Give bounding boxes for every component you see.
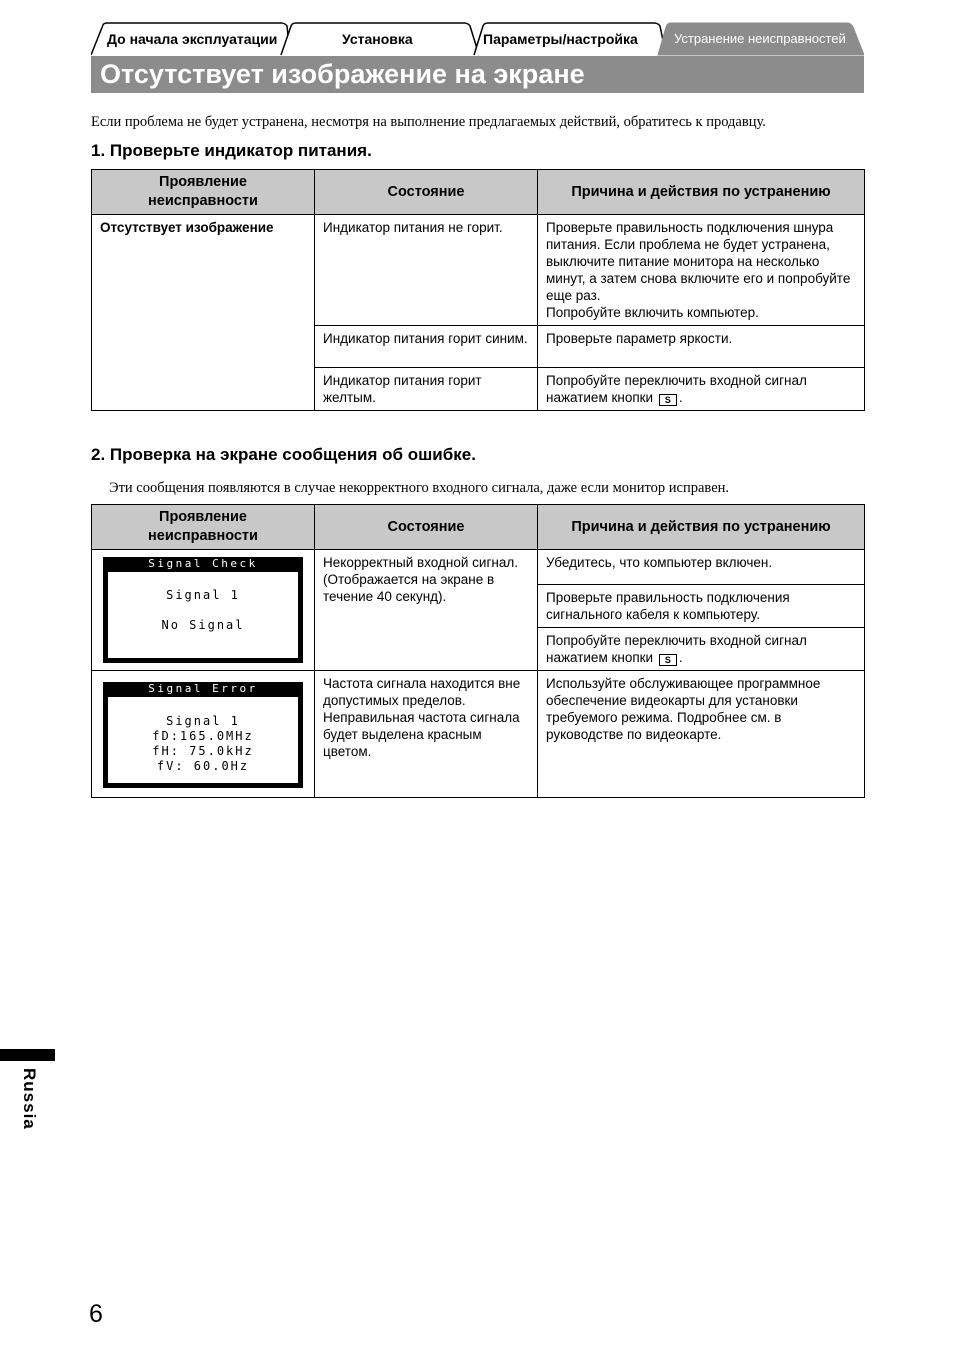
action-text-end: .: [678, 390, 683, 405]
table-row: [92, 215, 865, 326]
header-state: Состояние: [315, 170, 538, 215]
header-action: Причина и действия по устранению: [538, 505, 865, 550]
action-text-end: .: [678, 650, 683, 665]
action-cell: [538, 628, 865, 671]
header-symptom: Проявление неисправности: [92, 170, 315, 215]
language-label: Russia: [20, 1068, 39, 1130]
state-cell: Индикатор питания горит желтым.: [315, 368, 538, 411]
tab-troubleshooting[interactable]: Устранение неисправностей: [674, 31, 846, 46]
s-button-icon: S: [659, 654, 677, 666]
tab-installation[interactable]: Установка: [342, 31, 413, 47]
action-text: Попробуйте переключить входной сигнал нажатием кнопки: [546, 373, 807, 405]
action-cell: Проверьте правильность подключения шнура питания. Если проблема не будет устранена, выключите питание монитора на несколько минут, а затем снова включите его и попробуйте еще раз. Попробуйте включить компьютер.: [538, 215, 865, 326]
state-cell: Некорректный входной сигнал. (Отображается на экране в течение 40 секунд).: [315, 550, 538, 671]
title-bar: [91, 56, 864, 93]
osd-line: Signal 1: [166, 588, 240, 602]
osd-line: No Signal: [161, 618, 245, 632]
tab-settings[interactable]: Параметры/настройка: [483, 31, 638, 47]
table-row: [92, 550, 865, 585]
error-message-table: [91, 504, 865, 798]
table-row: [92, 671, 865, 798]
header-action: Причина и действия по устранению: [538, 170, 865, 215]
section2-note: Эти сообщения появляются в случае некорректного входного сигнала, даже если монитор исправен.: [109, 480, 730, 496]
osd-line: Signal 1: [166, 714, 240, 728]
osd-cell: [92, 671, 315, 798]
table-header-row: [92, 170, 865, 215]
section2-heading: 2. Проверка на экране сообщения об ошибке.: [91, 445, 476, 464]
osd-body: [108, 572, 298, 658]
action-cell: Проверьте правильность подключения сигнального кабеля к компьютеру.: [538, 585, 865, 628]
state-cell: Частота сигнала находится вне допустимых пределов. Неправильная частота сигнала будет выделена красным цветом.: [315, 671, 538, 798]
section-tabs: [91, 22, 864, 56]
osd-line: fH: 75.0kHz: [152, 744, 254, 758]
page-number: 6: [89, 1300, 103, 1328]
action-cell: [538, 368, 865, 411]
osd-cell: [92, 550, 315, 671]
power-indicator-table: [91, 169, 865, 411]
osd-line: fV: 60.0Hz: [156, 759, 250, 773]
section1-heading: 1. Проверьте индикатор питания.: [91, 141, 372, 160]
osd-body: [108, 697, 298, 783]
action-cell: Проверьте параметр яркости.: [538, 326, 865, 368]
s-button-icon: S: [659, 394, 677, 406]
action-cell: Убедитесь, что компьютер включен.: [538, 550, 865, 585]
symptom-cell: Отсутствует изображение: [92, 215, 315, 411]
header-symptom: Проявление неисправности: [92, 505, 315, 550]
state-cell: Индикатор питания горит синим.: [315, 326, 538, 368]
osd-title: Signal Error: [148, 682, 258, 695]
signal-error-screen: [103, 682, 303, 788]
signal-check-screen: [103, 557, 303, 663]
osd-line: fD:165.0MHz: [152, 729, 254, 743]
table-header-row: [92, 505, 865, 550]
side-marker: [0, 1049, 55, 1061]
action-text: Попробуйте переключить входной сигнал нажатием кнопки: [546, 633, 807, 665]
action-cell: Используйте обслуживающее программное обеспечение видеокарты для установки требуемого режима. Подробнее см. в руководстве по видеокарте.: [538, 671, 865, 798]
state-cell: Индикатор питания не горит.: [315, 215, 538, 326]
osd-title: Signal Check: [148, 557, 258, 570]
tab-getting-started[interactable]: До начала эксплуатации: [107, 31, 278, 47]
page-title: Отсутствует изображение на экране: [100, 59, 585, 89]
intro-text: Если проблема не будет устранена, несмотря на выполнение предлагаемых действий, обратитесь к продавцу.: [91, 114, 766, 130]
header-state: Состояние: [315, 505, 538, 550]
